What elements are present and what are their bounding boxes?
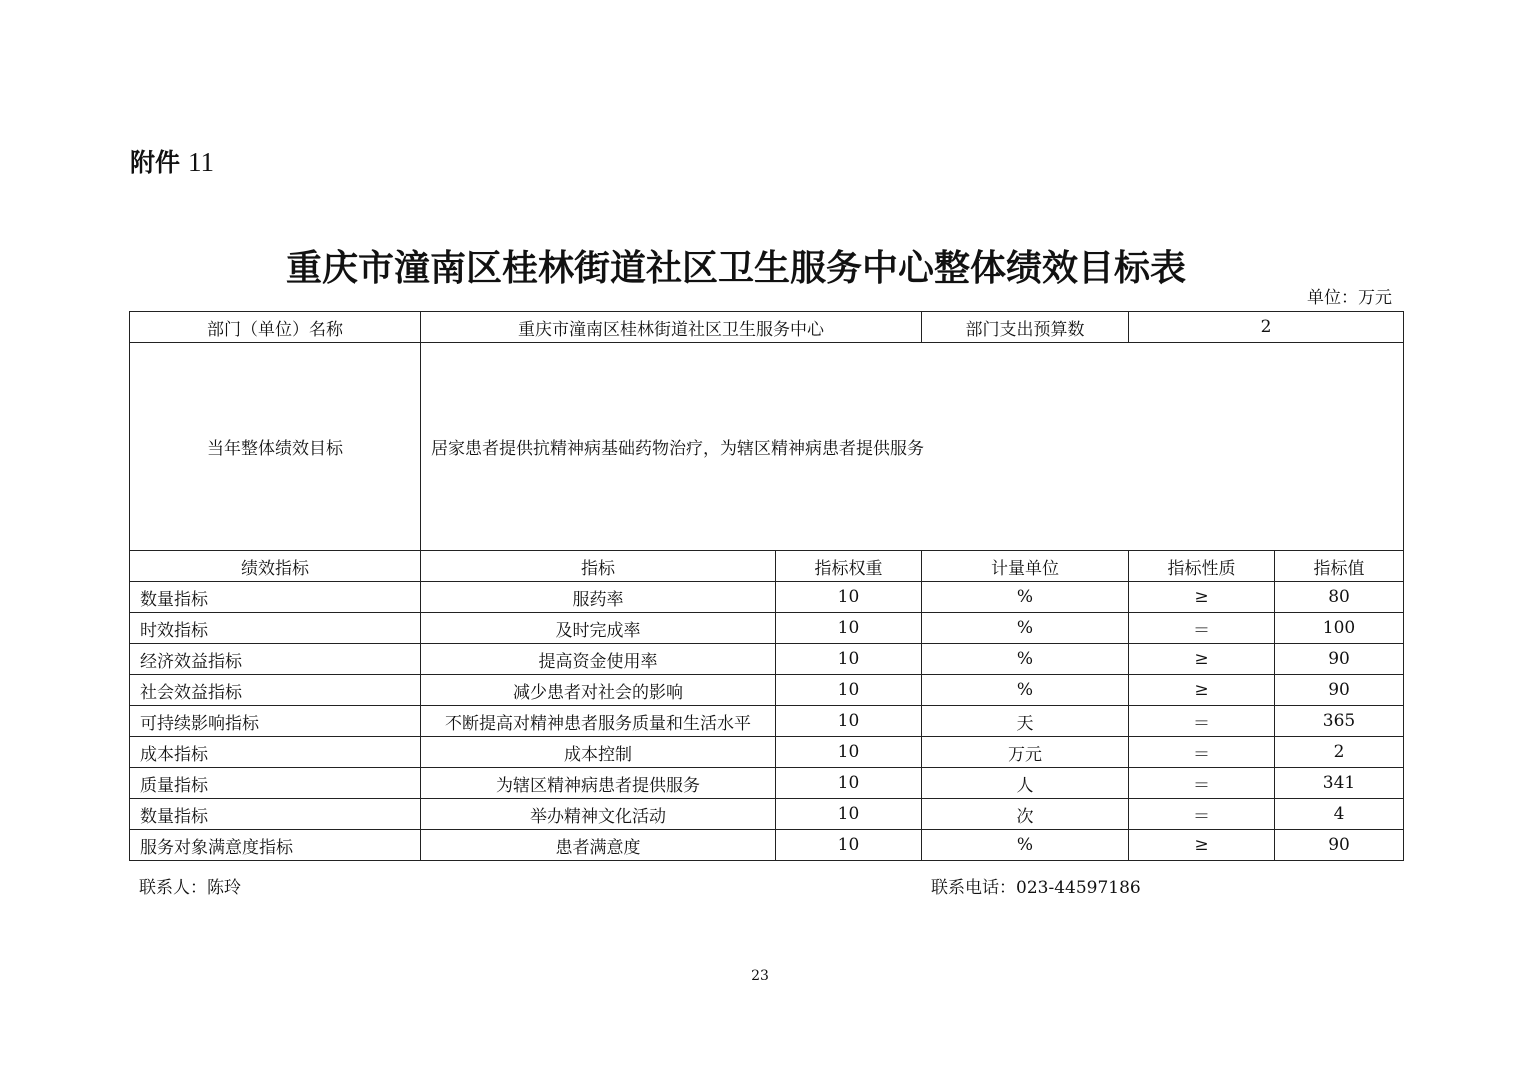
table-row	[130, 768, 1404, 799]
indicator-name: 提高资金使用率	[421, 644, 776, 675]
table-row	[130, 830, 1404, 861]
column-header: 指标	[421, 551, 776, 582]
indicator-nature: ＝	[1129, 613, 1275, 644]
indicator-unit: 人	[922, 768, 1129, 799]
table-row	[130, 582, 1404, 613]
table-row	[130, 613, 1404, 644]
indicator-nature: ≥	[1129, 830, 1275, 861]
dept-name-value: 重庆市潼南区桂林街道社区卫生服务中心	[421, 312, 922, 343]
indicator-category: 服务对象满意度指标	[130, 830, 421, 861]
indicator-nature: ≥	[1129, 644, 1275, 675]
indicator-name: 及时完成率	[421, 613, 776, 644]
indicator-value: 90	[1275, 830, 1404, 861]
indicator-unit: 万元	[922, 737, 1129, 768]
budget-label: 部门支出预算数	[922, 312, 1129, 343]
indicator-category: 时效指标	[130, 613, 421, 644]
indicator-category: 社会效益指标	[130, 675, 421, 706]
indicator-nature: ＝	[1129, 706, 1275, 737]
indicator-value: 2	[1275, 737, 1404, 768]
indicator-unit: %	[922, 830, 1129, 861]
budget-value: 2	[1129, 312, 1404, 343]
column-header: 指标性质	[1129, 551, 1275, 582]
attachment-text: 附件	[130, 148, 181, 177]
indicator-name: 患者满意度	[421, 830, 776, 861]
page-number: 23	[751, 968, 769, 984]
column-header: 指标权重	[776, 551, 922, 582]
indicator-name: 不断提高对精神患者服务质量和生活水平	[421, 706, 776, 737]
indicator-category: 成本指标	[130, 737, 421, 768]
indicator-weight: 10	[776, 582, 922, 613]
column-header: 计量单位	[922, 551, 1129, 582]
indicator-value: 341	[1275, 768, 1404, 799]
indicator-category: 质量指标	[130, 768, 421, 799]
dept-name-label: 部门（单位）名称	[130, 312, 421, 343]
goal-value: 居家患者提供抗精神病基础药物治疗，为辖区精神病患者提供服务	[421, 343, 1404, 551]
indicator-unit: 次	[922, 799, 1129, 830]
indicator-unit: %	[922, 613, 1129, 644]
indicator-value: 90	[1275, 675, 1404, 706]
indicator-weight: 10	[776, 768, 922, 799]
indicator-weight: 10	[776, 737, 922, 768]
table-row	[130, 706, 1404, 737]
attachment-label	[130, 143, 214, 179]
attachment-number: 11	[188, 147, 215, 177]
goal-row	[130, 343, 1404, 551]
indicator-category: 数量指标	[130, 799, 421, 830]
indicator-value: 4	[1275, 799, 1404, 830]
document-title: 重庆市潼南区桂林街道社区卫生服务中心整体绩效目标表	[285, 248, 1186, 289]
indicator-nature: ≥	[1129, 675, 1275, 706]
indicator-weight: 10	[776, 830, 922, 861]
indicator-value: 80	[1275, 582, 1404, 613]
indicator-name: 减少患者对社会的影响	[421, 675, 776, 706]
indicator-name: 服药率	[421, 582, 776, 613]
indicator-value: 90	[1275, 644, 1404, 675]
goal-label: 当年整体绩效目标	[130, 343, 421, 551]
contact-phone: 联系电话：023-44597186	[931, 878, 1141, 898]
dept-row	[130, 312, 1404, 343]
indicator-unit: %	[922, 675, 1129, 706]
indicator-unit: %	[922, 644, 1129, 675]
indicator-unit: 天	[922, 706, 1129, 737]
indicator-name: 为辖区精神病患者提供服务	[421, 768, 776, 799]
indicator-name: 举办精神文化活动	[421, 799, 776, 830]
table-row	[130, 675, 1404, 706]
column-header-row	[130, 551, 1404, 582]
indicator-category: 数量指标	[130, 582, 421, 613]
indicator-nature: ≥	[1129, 582, 1275, 613]
table-row	[130, 737, 1404, 768]
indicator-value: 365	[1275, 706, 1404, 737]
indicator-unit: %	[922, 582, 1129, 613]
column-header: 指标值	[1275, 551, 1404, 582]
indicator-nature: ＝	[1129, 799, 1275, 830]
unit-label: 单位：万元	[1307, 288, 1392, 308]
indicator-value: 100	[1275, 613, 1404, 644]
performance-table	[129, 311, 1404, 861]
contact-person: 联系人：陈玲	[139, 878, 241, 898]
table-row	[130, 644, 1404, 675]
indicator-weight: 10	[776, 644, 922, 675]
indicator-name: 成本控制	[421, 737, 776, 768]
indicator-weight: 10	[776, 706, 922, 737]
indicator-nature: ＝	[1129, 768, 1275, 799]
indicator-weight: 10	[776, 675, 922, 706]
indicator-category: 可持续影响指标	[130, 706, 421, 737]
indicator-category: 经济效益指标	[130, 644, 421, 675]
table-row	[130, 799, 1404, 830]
indicator-nature: ＝	[1129, 737, 1275, 768]
indicator-weight: 10	[776, 799, 922, 830]
indicator-weight: 10	[776, 613, 922, 644]
column-header: 绩效指标	[130, 551, 421, 582]
